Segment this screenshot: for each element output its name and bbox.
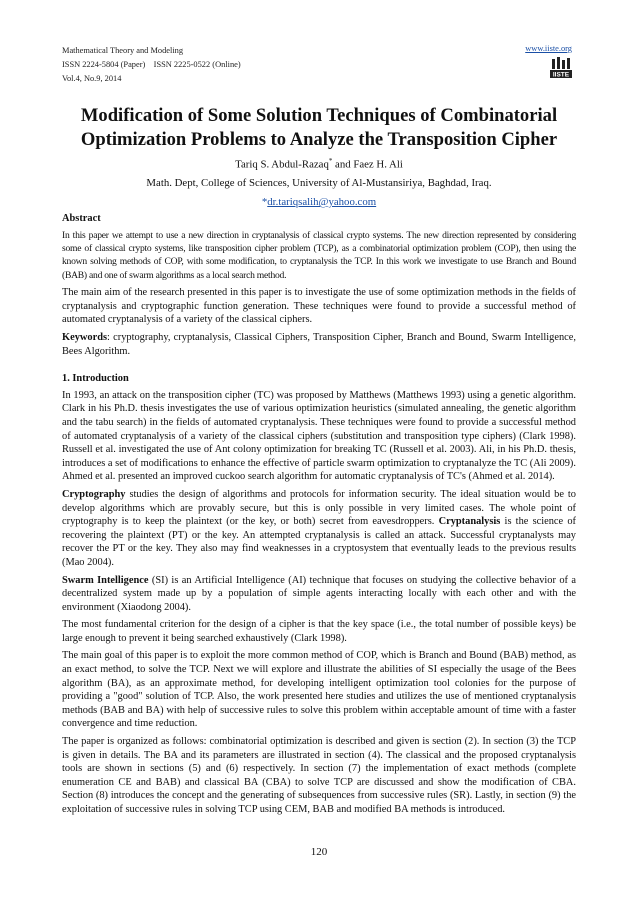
- term-swarm-intelligence: Swarm Intelligence: [62, 574, 149, 586]
- journal-name: Mathematical Theory and Modeling: [62, 46, 184, 55]
- abstract-heading: Abstract: [62, 213, 101, 224]
- intro-paragraph-4: The most fundamental criterion for the design of a cipher is that the key space (i.e., the total number of possible keys) be large enough to prevent it being searched exhaustively (Clark 1998).: [62, 619, 576, 644]
- svg-text:IISTE: IISTE: [552, 71, 570, 79]
- keywords-label: Keywords: [62, 332, 108, 343]
- abstract-paragraph-2: The main aim of the research presented in this paper is to investigate the use of some optimization methods in the fields of cryptanalysis and cryptographic function generation. These techniques were found to provide a successful method of automated cryptanalysis of a variety of the classical ciphers.: [62, 287, 576, 326]
- keywords-text: : cryptography, cryptanalysis, Classical Ciphers, Transposition Cipher, Branch and Bound, Swarm Intelligence, Bees Algorithm.: [62, 332, 576, 357]
- issn-line: ISSN 2224-5804 (Paper) ISSN 2225-0522 (Online): [62, 60, 241, 69]
- intro-paragraph-2-text-a: studies the design of algorithms and protocols for information security. The ideal situation would be to develop algorithms which are provably secure, but this is only possible in very limited cases. The whole point of cryptography is to keep the plaintext (or the key, or both) secret from eavesdroppers.: [62, 488, 576, 528]
- term-cryptography: Cryptography: [62, 488, 126, 500]
- volume-line: Vol.4, No.9, 2014: [62, 74, 122, 83]
- email-prefix: *: [261, 196, 268, 208]
- keywords: [62, 331, 576, 358]
- intro-paragraph-1: In 1993, an attack on the transposition cipher (TC) was proposed by Matthews (Matthews 1993) using a genetic algorithm. Clark in his Ph.D. thesis investigates the use of various optimization heuristics (simulated annealing, the genetic algorithm and the tabu search) in the fields of automated cryptanalysis. These techniques were found to provide a successful method of automated cryptanalysis of a variety of the classical ciphers (substitution and transposition type ciphers) (Clark 1998). Russell et al. investigated the use of Ant colony optimization for breaking TC (Russell et al. 2003). Ali, in his Ph.D. thesis, introduces a set of modifications to enhance the effective of particle swarm optimization to cryptanalyze the TC (Ali 2009). Ahmed et al. presented an improved cuckoo search algorithm for automatic cryptanalysis of TC's (Ahmed et al. 2014).: [62, 389, 576, 483]
- running-header: [62, 44, 241, 86]
- iiste-logo-icon: [550, 57, 572, 79]
- intro-paragraph-3: [62, 574, 576, 615]
- affiliation: Math. Dept, College of Sciences, University of Al-Mustansiriya, Baghdad, Iraq.: [146, 177, 492, 189]
- paper-body: [62, 212, 576, 821]
- email-line: [62, 196, 576, 208]
- author-2: and Faez H. Ali: [332, 158, 403, 171]
- abstract-paragraph-1: In this paper we attempt to use a new direction in cryptanalysis of classical crypto systems. The new direction represented by considering some of classical crypto systems, like transposition cipher problem (TCP), as a combinatorial optimization problem (COP), then using the known solving methods of COP, with some modification, to cryptanalysis the TCP. In this work we investigate to use Branch and Bound (BAB) and one of swarm algorithms as a local search method.: [62, 229, 576, 281]
- header-right: [525, 44, 572, 84]
- introduction-heading: 1. Introduction: [62, 373, 129, 385]
- intro-paragraph-2: [62, 488, 576, 570]
- author-1: Tariq S. Abdul-Razaq: [235, 158, 329, 171]
- journal-url-link[interactable]: www.iiste.org: [525, 44, 572, 53]
- term-cryptanalysis: Cryptanalysis: [438, 516, 501, 528]
- intro-paragraph-6: The paper is organized as follows: combinatorial optimization is described and given is section (2). In section (3) the TCP is given in details. The BA and its parameters are illustrated in section (4). The classical and the proposed cryptanalysis tools are shown in sections (5) and (6) respectively. In section (7) the implementation of exact methods (complete enumeration CE and BAB) and classical BA (CBA) to solve TCP are discussed and show the modification of CBA. Section (8) introduces the concept and the generating of subsequences from successive rules (SR). Lastly, in section (9) the exploitation of successive rules in solving TCP using CEM, BAB and modified BA methods is introduced.: [62, 736, 576, 815]
- paper-title: Modification of Some Solution Techniques of Combinatorial Optimization Problems to Analyze the Transposition Cipher: [80, 105, 558, 150]
- corresponding-mark: *: [328, 157, 333, 165]
- intro-paragraph-2-text-b: is the science of recovering the plaintext (PT) or the key. An attempted cryptanalysis is called an attack. Successful cryptanalysts may recover the PT or the key. They also may find weaknesses in a cryptosystem that eventually leads to the previous results (Mao 2004).: [62, 516, 576, 568]
- intro-paragraph-3-text: (SI) is an Artificial Intelligence (AI) technique that focuses on studying the collective behavior of a decentralized system made up by a population of simple agents interacting locally with each other and with the environment (Xiaodong 2004).: [62, 574, 576, 613]
- intro-paragraph-5: The main goal of this paper is to exploit the more common method of COP, which is Branch and Bound (BAB) method, as an exact method, to solve the TCP. Next we will explore and illustrate the abilities of SI especially the usage of the Bees algorithm (BA), as an approximate method, for developing intelligent optimization tool colonies for the purpose of providing a "good" solution of TCP. Also, the work presented here studies and utilizes the use of mentioned cryptanalysis methods (BAB and BA) with help of successive rules to solve this problem within acceptable amount of time with a faster convergence and time reduction.: [62, 650, 576, 730]
- email-link[interactable]: dr.tariqsalih@yahoo.com: [267, 196, 377, 208]
- page-number: 120: [310, 846, 328, 858]
- authors: [62, 157, 576, 171]
